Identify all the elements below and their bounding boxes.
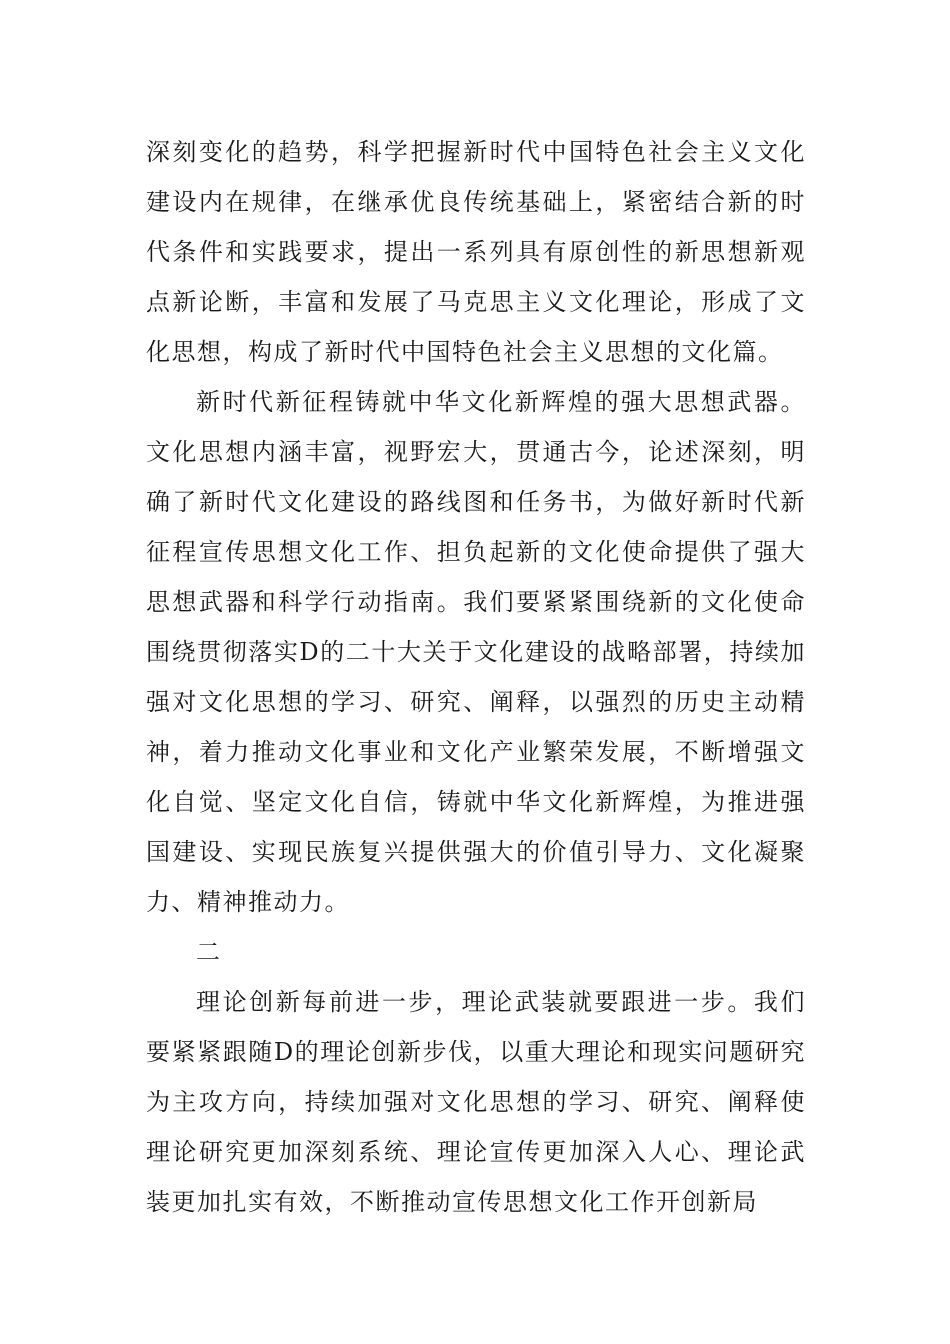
section-heading: 二 — [196, 938, 222, 966]
document-body — [146, 127, 806, 1227]
body-paragraph: 新时代新征程铸就中华文化新辉煌的强大思想武器。文化思想内涵丰富，视野宏大，贯通古今，论述深刻，明确了新时代文化建设的路线图和任务书，为做好新时代新征程宣传思想文化工作、担负起新的文化使命提供了强大思想武器和科学行动指南。我们要紧紧围绕新的文化使命围绕贯彻落实D的二十大关于文化建设的战略部署，持续加强对文化思想的学习、研究、阐释，以强烈的历史主动精神，着力推动文化事业和文化产业繁荣发展，不断增强文化自觉、坚定文化自信，铸就中华文化新辉煌，为推进强国建设、实现民族复兴提供强大的价值引导力、文化凝聚力、精神推动力。 — [146, 388, 806, 916]
body-paragraph: 理论创新每前进一步，理论武装就要跟进一步。我们要紧紧跟随D的理论创新步伐，以重大理论和现实问题研究为主攻方向，持续加强对文化思想的学习、研究、阐释使理论研究更加深刻系统、理论宣传更加深入人心、理论武装更加扎实有效，不断推动宣传思想文化工作开创新局 — [146, 988, 806, 1216]
body-paragraph-continued: 深刻变化的趋势，科学把握新时代中国特色社会主义文化建设内在规律，在继承优良传统基础上，紧密结合新的时代条件和实践要求，提出一系列具有原创性的新思想新观点新论断，丰富和发展了马克思主义文化理论，形成了文化思想，构成了新时代中国特色社会主义思想的文化篇。 — [146, 138, 806, 366]
